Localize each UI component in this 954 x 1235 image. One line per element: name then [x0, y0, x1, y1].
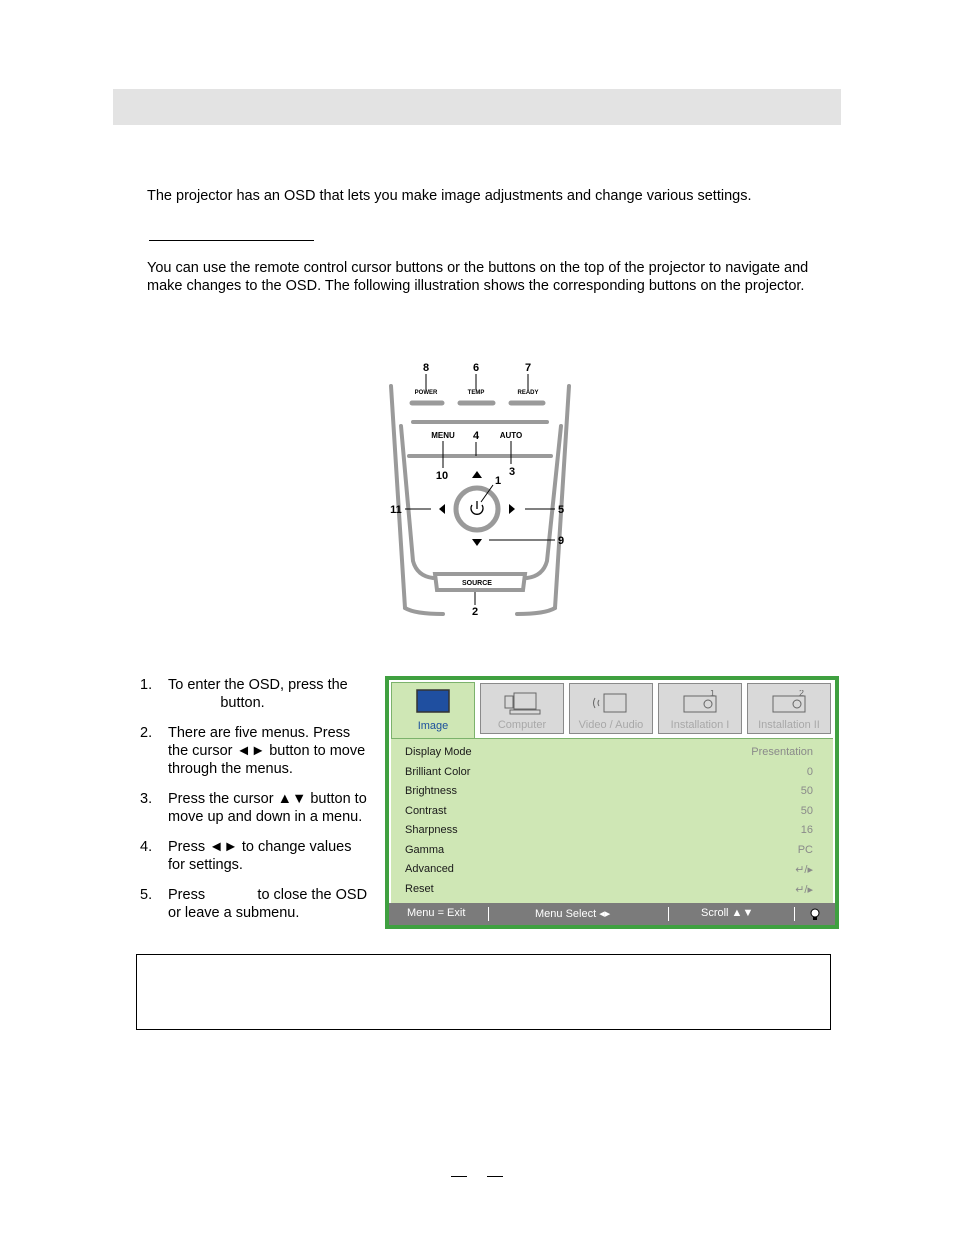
right-arrow-icon	[509, 504, 515, 514]
osd-row-gamma[interactable]: Gamma PC	[405, 844, 813, 856]
step-item: 4. Press ◄► to change values for settings.	[140, 839, 352, 873]
status-divider	[488, 907, 489, 921]
osd-row-display-mode[interactable]: Display Mode Presentation	[405, 746, 813, 758]
callout-2: 2	[471, 606, 479, 618]
menu-exit-hint: Menu = Exit	[407, 907, 466, 919]
callout-9: 9	[557, 535, 565, 547]
menu-button-label: MENU	[431, 431, 455, 440]
osd-row-reset[interactable]: Reset ↵/▸	[405, 883, 813, 896]
osd-row-brightness[interactable]: Brightness 50	[405, 785, 813, 797]
projector-keypad-diagram	[385, 356, 575, 621]
step-item: 3. Press the cursor ▲▼ button to move up and down in a menu.	[140, 791, 367, 825]
note-box	[136, 954, 831, 1030]
source-button-label: SOURCE	[462, 580, 492, 587]
intro-text: The projector has an OSD that lets you make image adjustments and change various settings.	[147, 188, 752, 204]
step-item: 2. There are five menus. Press the cursor ◄► button to move through the menus.	[140, 725, 366, 777]
up-arrow-icon	[472, 471, 482, 478]
callout-4: 4	[472, 430, 480, 442]
tab-image[interactable]: Image	[391, 682, 475, 740]
step-item: 5. Press to close the OSD or leave a submenu.	[140, 887, 368, 921]
ready-indicator-label: READY	[517, 390, 539, 396]
image-icon	[416, 689, 450, 713]
temp-indicator-label: TEMP	[467, 390, 485, 396]
power-icon	[471, 501, 483, 514]
osd-tab-bar	[389, 680, 835, 740]
menu-select-hint: Menu Select ◂▸	[535, 908, 611, 920]
osd-menu-panel	[391, 738, 833, 903]
tab-installation-1[interactable]: 1 Installation I	[658, 683, 742, 734]
auto-button-label: AUTO	[499, 431, 523, 440]
power-indicator-label: POWER	[414, 390, 438, 396]
keypad-outline-left	[391, 386, 405, 608]
installation-2-icon	[769, 690, 809, 718]
osd-row-contrast[interactable]: Contrast 50	[405, 805, 813, 817]
callout-11: 11	[390, 504, 402, 516]
svg-text:1: 1	[710, 690, 716, 698]
video-audio-icon	[591, 690, 631, 718]
osd-row-advanced[interactable]: Advanced ↵/▸	[405, 863, 813, 876]
status-divider	[794, 907, 795, 921]
tab-video-audio[interactable]: Video / Audio	[569, 683, 653, 734]
svg-text:2: 2	[799, 690, 805, 698]
tab-computer[interactable]: Computer	[480, 683, 564, 734]
subheading-rule	[149, 240, 314, 241]
down-arrow-icon	[472, 539, 482, 546]
osd-row-brilliant-color[interactable]: Brilliant Color 0	[405, 766, 813, 778]
tab-installation-2[interactable]: 2 Installation II	[747, 683, 831, 734]
callout-10: 10	[435, 470, 449, 482]
osd-status-bar	[389, 903, 835, 925]
installation-1-icon	[680, 690, 720, 718]
lamp-icon	[810, 908, 820, 921]
scroll-hint: Scroll ▲▼	[701, 907, 754, 919]
callout-3: 3	[508, 466, 516, 478]
status-divider	[668, 907, 669, 921]
callout-6: 6	[472, 362, 480, 374]
osd-steps-list	[140, 676, 372, 934]
section-header-bar	[113, 89, 841, 125]
step-item: 1. To enter the OSD, press the button.	[140, 677, 348, 711]
page-footer-dash	[451, 1176, 467, 1177]
callout-1: 1	[494, 475, 502, 487]
osd-row-sharpness[interactable]: Sharpness 16	[405, 824, 813, 836]
callout-8: 8	[422, 362, 430, 374]
computer-icon	[502, 690, 542, 718]
navigation-paragraph: You can use the remote control cursor buttons or the buttons on the top of the projector to navigate and make changes to the OSD. The following illustration shows the corresponding buttons on the projector.	[147, 260, 809, 294]
page-footer-dash	[487, 1176, 503, 1177]
left-arrow-icon	[439, 504, 445, 514]
callout-5: 5	[557, 504, 565, 516]
callout-7: 7	[524, 362, 532, 374]
osd-menu-screenshot	[385, 676, 839, 929]
